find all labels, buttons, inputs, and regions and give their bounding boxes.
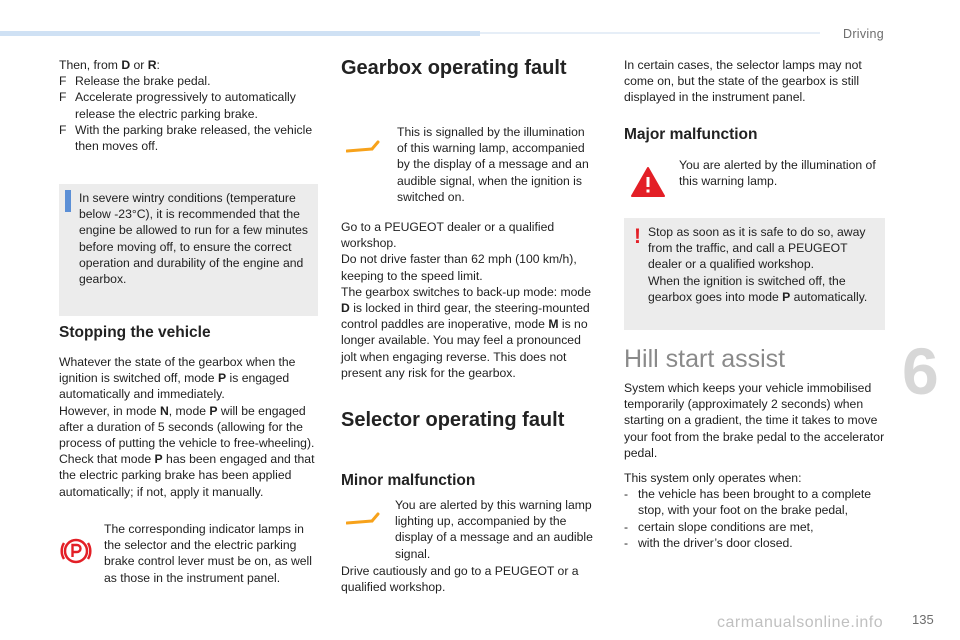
intro-line: Then, from D or R: — [59, 58, 160, 72]
major-malfunction-title: Major malfunction — [624, 126, 758, 143]
gearbox-lamp-text: This is signalled by the illumination of this warning lamp, accompanied by the display of a message and an audible signal, when the ignition is switched on. — [397, 125, 589, 204]
list-item: - certain slope conditions are met, — [624, 519, 814, 534]
warning-box — [624, 218, 885, 330]
selector-fault-title: Selector operating fault — [341, 409, 565, 431]
gearbox-fault-text: Go to a PEUGEOT dealer or a qualified workshop. Do not drive faster than 62 mph (100 km/h), keeping to the speed limit. The gearbox switches to back-up mode: mode D is locked in third gear, the steering-mounted control paddles are inoperative, mode M is no longer available. You may feel a pronounced jolt when engaging reverse. This does not present any risk for the gearbox. — [341, 220, 591, 380]
list-item: - with the driver’s door closed. — [624, 535, 793, 550]
stopping-text: Whatever the state of the gearbox when the ignition is switched off, mode P is engaged automatically and immediately. However, in mode N, mode P will be engaged after a duration of 5 seconds (allowing for the process of putting the vehicle to free-wheeling). Check that mode P has been engaged and that the electric parking brake has been applied automatically; if not, apply it manually. — [59, 355, 315, 499]
gearbox-fault-title: Gearbox operating fault — [341, 57, 567, 79]
gearbox-warning-icon — [346, 140, 380, 154]
section-title: Driving — [843, 27, 884, 41]
list-item: - the vehicle has been brought to a complete stop, with your foot on the brake pedal, — [624, 487, 872, 518]
minor-malfunction-title: Minor malfunction — [341, 472, 476, 489]
lamp-text: The corresponding indicator lamps in the selector and the electric parking brake control lever must be on, as well as those in the instrument panel. — [104, 522, 312, 585]
minor-lamp-text: You are alerted by this warning lamp lighting up, accompanied by the display of a message and an audible signal. — [395, 498, 593, 561]
page-number: 135 — [912, 612, 934, 627]
header-rule — [480, 32, 820, 34]
info-icon — [65, 190, 71, 212]
warning-icon: ! — [634, 225, 641, 248]
hill-start-text: System which keeps your vehicle immobilised temporarily (approximately 2 seconds) when starting on a gradient, the time it takes to move your foot from the brake pedal to the accelerator pedal. This system only operates when: - the vehicle has been brought to a complete stop, with your foot on the brake pedal, - certain slope conditions are met, - with the driver’s door closed. — [624, 381, 885, 550]
list-item: F With the parking brake released, the vehicle then moves off. — [59, 122, 313, 154]
drive-off-steps — [59, 73, 321, 154]
selector-lamps-note: In certain cases, the selector lamps may not come on, but the state of the gearbox is still displayed in the instrument panel. — [624, 58, 862, 105]
header-accent-bar — [0, 31, 480, 36]
minor-text: Drive cautiously and go to a PEUGEOT or a qualified workshop. — [341, 564, 579, 595]
hill-start-title: Hill start assist — [624, 345, 786, 373]
chapter-number: 6 — [902, 334, 939, 408]
watermark: carmanualsonline.info — [717, 614, 884, 631]
column-left — [59, 57, 321, 154]
stopping-title: Stopping the vehicle — [59, 324, 211, 341]
major-lamp-text: You are alerted by the illumination of this warning lamp. — [679, 158, 876, 189]
list-item: F Release the brake pedal. — [59, 74, 211, 89]
warning-text: Stop as soon as it is safe to do so, away from the traffic, and call a PEUGEOT dealer or a qualified workshop. When the ignition is switched off, the gearbox goes into mode P automatically. — [648, 225, 868, 304]
alert-triangle-icon — [630, 166, 666, 198]
selector-warning-icon — [346, 512, 380, 526]
info-box — [59, 184, 318, 316]
list-item: F Accelerate progressively to automatically release the electric parking brake. — [59, 90, 296, 121]
info-text: In severe wintry conditions (temperature below -23°C), it is recommended that the engine be allowed to run for a few minutes before moving off, to ensure the correct operation and durability of the engine and gearbox. — [79, 191, 308, 287]
hill-start-conditions — [624, 486, 886, 551]
parking-brake-lamp-icon — [59, 534, 93, 568]
